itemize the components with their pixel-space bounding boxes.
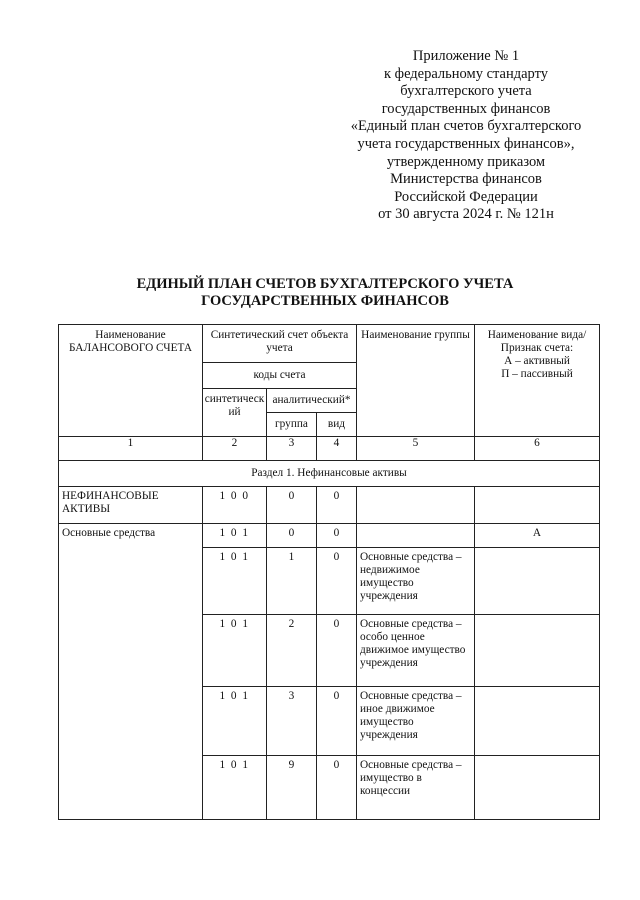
header-group-name: Наименование группы xyxy=(357,325,475,437)
appendix-line: утвержденному приказом xyxy=(386,153,546,170)
column-numbers-row xyxy=(59,437,600,461)
kind-code: 0 xyxy=(317,687,357,756)
appendix-line: учета государственных финансов», xyxy=(357,135,575,152)
group-name: Основные средства – иное движимое имущество учреждения xyxy=(357,687,475,756)
account-sign xyxy=(475,756,600,820)
group-name xyxy=(357,524,475,548)
header-kind-name xyxy=(475,325,600,437)
group-name: Основные средства – имущество в концессии xyxy=(357,756,475,820)
appendix-line: Российской Федерации xyxy=(394,188,538,205)
header-group: группа xyxy=(267,413,317,437)
appendix-header xyxy=(330,48,602,224)
group-code: 2 xyxy=(267,615,317,687)
synthetic-code: 1 0 1 xyxy=(203,687,267,756)
appendix-line: бухгалтерского учета xyxy=(400,83,532,100)
appendix-line: государственных финансов xyxy=(381,100,551,117)
accounts-plan-table xyxy=(58,324,600,820)
kind-code: 0 xyxy=(317,524,357,548)
appendix-line: Приложение № 1 xyxy=(412,48,520,64)
header-balance-account: Наименование БАЛАНСОВОГО СЧЕТА xyxy=(59,325,203,437)
synthetic-code: 1 0 1 xyxy=(203,548,267,615)
synthetic-code: 1 0 0 xyxy=(203,487,267,524)
header-kind-label: Наименование вида/ Признак счета: xyxy=(487,329,587,354)
kind-code: 0 xyxy=(317,548,357,615)
header-active-label: А – активный xyxy=(504,355,570,367)
group-code: 9 xyxy=(267,756,317,820)
group-code: 0 xyxy=(267,487,317,524)
title-line-1: ЕДИНЫЙ ПЛАН СЧЕТОВ БУХГАЛТЕРСКОГО УЧЕТА xyxy=(136,276,514,292)
column-number: 4 xyxy=(317,437,357,461)
section-title: Раздел 1. Нефинансовые активы xyxy=(59,461,600,487)
column-number: 6 xyxy=(475,437,600,461)
column-number: 5 xyxy=(357,437,475,461)
synthetic-code: 1 0 1 xyxy=(203,756,267,820)
header-passive-label: П – пассивный xyxy=(501,368,573,380)
appendix-line: от 30 августа 2024 г. № 121н xyxy=(378,206,554,223)
group-name xyxy=(357,487,475,524)
title-line-2: ГОСУДАРСТВЕННЫХ ФИНАНСОВ xyxy=(201,293,449,309)
table-row xyxy=(59,524,600,548)
group-code: 1 xyxy=(267,548,317,615)
appendix-line: «Единый план счетов бухгалтерского xyxy=(350,118,582,135)
account-sign xyxy=(475,687,600,756)
header-synthetic-object: Синтетический счет объекта учета xyxy=(203,325,357,363)
header-codes: коды счета xyxy=(203,363,357,389)
synthetic-code: 1 0 1 xyxy=(203,615,267,687)
account-name: НЕФИНАНСОВЫЕ АКТИВЫ xyxy=(59,487,203,524)
account-name: Основные средства xyxy=(59,524,203,820)
header-analytical: аналитический* xyxy=(267,389,357,413)
header-kind: вид xyxy=(317,413,357,437)
account-sign xyxy=(475,548,600,615)
group-code: 3 xyxy=(267,687,317,756)
column-number: 1 xyxy=(59,437,203,461)
appendix-line: Министерства финансов xyxy=(390,171,542,188)
account-sign xyxy=(475,487,600,524)
group-code: 0 xyxy=(267,524,317,548)
group-name: Основные средства – особо ценное движимое имущество учреждения xyxy=(357,615,475,687)
kind-code: 0 xyxy=(317,615,357,687)
kind-code: 0 xyxy=(317,487,357,524)
column-number: 2 xyxy=(203,437,267,461)
column-number: 3 xyxy=(267,437,317,461)
document-title xyxy=(60,276,590,310)
kind-code: 0 xyxy=(317,756,357,820)
account-sign: А xyxy=(475,524,600,548)
synthetic-code: 1 0 1 xyxy=(203,524,267,548)
header-synthetic: синтетический xyxy=(203,389,267,437)
account-sign xyxy=(475,615,600,687)
appendix-line: к федеральному стандарту xyxy=(384,65,548,82)
group-name: Основные средства – недвижимое имущество учреждения xyxy=(357,548,475,615)
table-row xyxy=(59,487,600,524)
